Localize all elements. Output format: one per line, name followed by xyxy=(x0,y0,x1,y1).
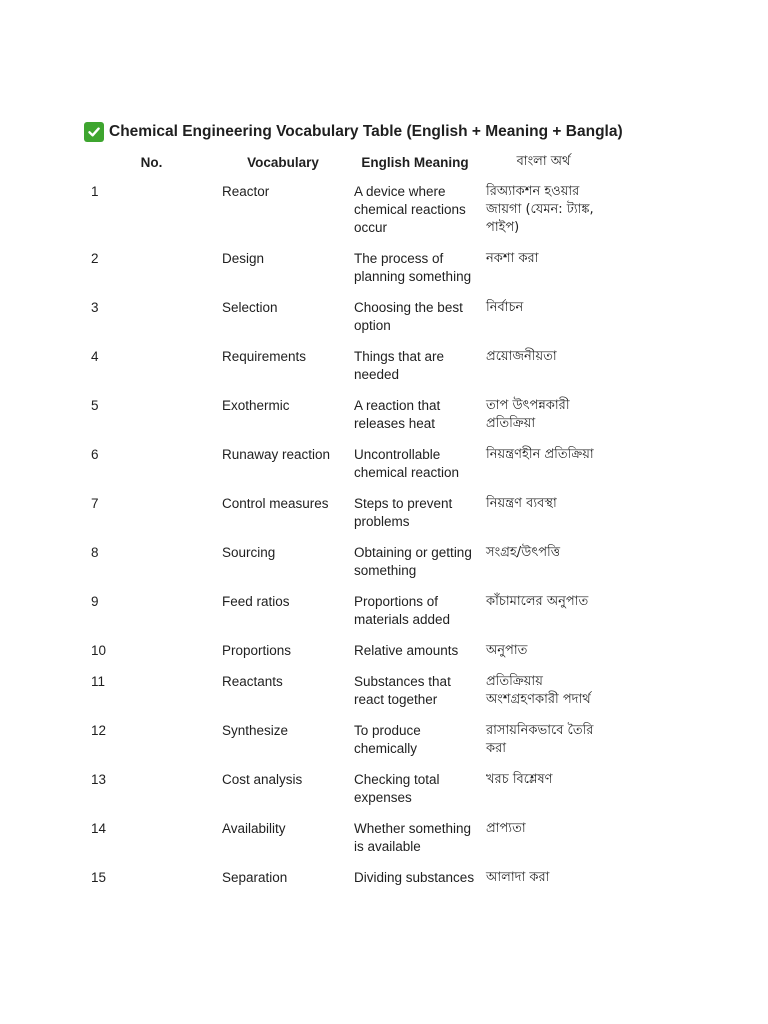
header-no: No. xyxy=(140,154,163,170)
cell-vocabulary: Design xyxy=(222,251,265,266)
table-row xyxy=(86,536,606,585)
table-row xyxy=(86,438,606,487)
cell-bangla-meaning: খরচ বিশ্লেষণ xyxy=(486,772,553,787)
cell-no: 2 xyxy=(91,251,99,266)
table-header-row xyxy=(86,149,606,175)
table-row xyxy=(86,714,606,763)
cell-vocabulary: Feed ratios xyxy=(222,594,290,609)
cell-no: 10 xyxy=(91,643,107,658)
table-row xyxy=(86,487,606,536)
table-body xyxy=(86,175,606,892)
cell-english-meaning: Choosing the best option xyxy=(354,300,463,333)
table-row xyxy=(86,861,606,892)
page-title xyxy=(84,121,623,143)
cell-vocabulary: Reactants xyxy=(222,674,283,689)
table-row xyxy=(86,175,606,242)
cell-vocabulary: Sourcing xyxy=(222,545,276,560)
cell-vocabulary: Requirements xyxy=(222,349,307,364)
cell-vocabulary: Synthesize xyxy=(222,723,289,738)
cell-bangla-meaning: প্রাপ্যতা xyxy=(486,821,526,836)
cell-english-meaning: Checking total expenses xyxy=(354,772,440,805)
cell-english-meaning: Proportions of materials added xyxy=(354,594,451,627)
table-row xyxy=(86,634,606,665)
table-row xyxy=(86,291,606,340)
cell-no: 13 xyxy=(91,772,107,787)
cell-no: 3 xyxy=(91,300,99,315)
cell-vocabulary: Control measures xyxy=(222,496,329,511)
cell-english-meaning: The process of planning something xyxy=(354,251,472,284)
cell-bangla-meaning: কাঁচামালের অনুপাত xyxy=(486,594,589,609)
cell-no: 8 xyxy=(91,545,99,560)
table-row xyxy=(86,665,606,714)
cell-bangla-meaning: নির্বাচন xyxy=(486,300,524,315)
cell-english-meaning: Substances that react together xyxy=(354,674,451,707)
cell-vocabulary: Selection xyxy=(222,300,278,315)
vocabulary-table xyxy=(86,149,606,892)
title-text: Chemical Engineering Vocabulary Table (English + Meaning + Bangla) xyxy=(109,123,623,140)
header-vocabulary: Vocabulary xyxy=(247,154,319,170)
cell-vocabulary: Separation xyxy=(222,870,288,885)
table-row xyxy=(86,763,606,812)
cell-vocabulary: Reactor xyxy=(222,184,270,199)
header-bangla-meaning: বাংলা অর্থ xyxy=(516,153,571,169)
cell-bangla-meaning: রিঅ্যাকশন হওয়ার জায়গা (যেমন: ট্যাঙ্ক, পাইপ) xyxy=(486,184,594,235)
cell-english-meaning: A device where chemical reactions occur xyxy=(354,184,466,235)
cell-no: 11 xyxy=(91,674,106,689)
cell-no: 9 xyxy=(91,594,99,609)
cell-bangla-meaning: প্রতিক্রিয়ায় অংশগ্রহণকারী পদার্থ xyxy=(486,674,591,707)
cell-bangla-meaning: নকশা করা xyxy=(486,251,539,266)
cell-english-meaning: Dividing substances xyxy=(354,870,475,885)
header-english-meaning: English Meaning xyxy=(361,154,469,170)
cell-bangla-meaning: তাপ উৎপন্নকারী প্রতিক্রিয়া xyxy=(486,398,570,431)
cell-english-meaning: Whether something is available xyxy=(354,821,472,854)
cell-no: 4 xyxy=(91,349,99,364)
table-row xyxy=(86,585,606,634)
cell-vocabulary: Availability xyxy=(222,821,286,836)
cell-bangla-meaning: রাসায়নিকভাবে তৈরি করা xyxy=(486,723,594,756)
cell-english-meaning: Uncontrollable chemical reaction xyxy=(354,447,460,480)
cell-bangla-meaning: প্রয়োজনীয়তা xyxy=(486,349,557,364)
cell-no: 14 xyxy=(91,821,107,836)
cell-no: 5 xyxy=(91,398,99,413)
cell-bangla-meaning: সংগ্রহ/উৎপত্তি xyxy=(486,545,561,560)
cell-no: 6 xyxy=(91,447,99,462)
cell-vocabulary: Runaway reaction xyxy=(222,447,331,462)
table-row xyxy=(86,242,606,291)
cell-bangla-meaning: নিয়ন্ত্রণ ব্যবস্থা xyxy=(486,496,557,511)
check-mark-button-icon xyxy=(84,122,104,142)
cell-no: 12 xyxy=(91,723,107,738)
cell-english-meaning: Things that are needed xyxy=(354,349,445,382)
cell-english-meaning: To produce chemically xyxy=(354,723,421,756)
cell-bangla-meaning: নিয়ন্ত্রণহীন প্রতিক্রিয়া xyxy=(486,447,594,462)
cell-bangla-meaning: আলাদা করা xyxy=(486,870,550,885)
table-row xyxy=(86,340,606,389)
cell-english-meaning: Steps to prevent problems xyxy=(354,496,453,529)
cell-no: 7 xyxy=(91,496,99,511)
cell-english-meaning: Relative amounts xyxy=(354,643,459,658)
cell-no: 15 xyxy=(91,870,107,885)
cell-bangla-meaning: অনুপাত xyxy=(486,643,528,658)
cell-vocabulary: Proportions xyxy=(222,643,292,658)
cell-english-meaning: Obtaining or getting something xyxy=(354,545,472,578)
cell-vocabulary: Exothermic xyxy=(222,398,290,413)
cell-english-meaning: A reaction that releases heat xyxy=(354,398,441,431)
table-row xyxy=(86,812,606,861)
cell-no: 1 xyxy=(91,184,99,199)
table-row xyxy=(86,389,606,438)
cell-vocabulary: Cost analysis xyxy=(222,772,303,787)
